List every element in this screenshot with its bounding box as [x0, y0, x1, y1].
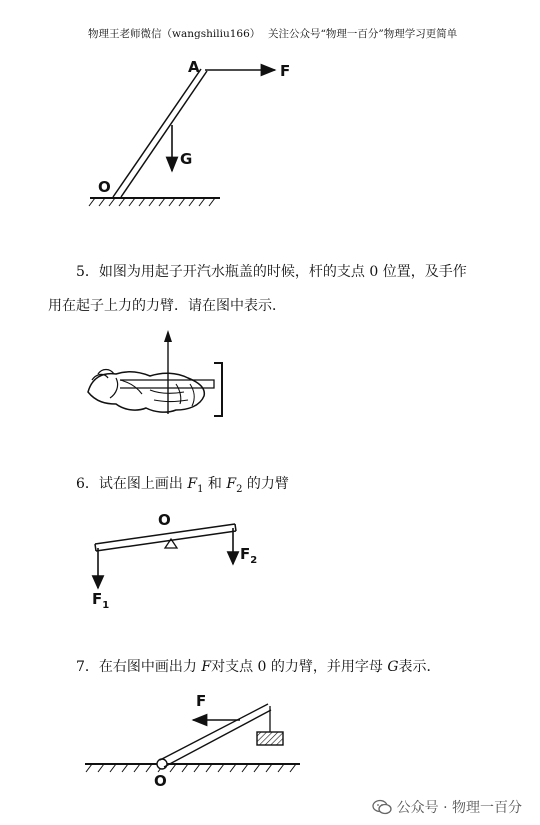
question-6: [76, 468, 289, 502]
question-6-f1-sub: 1: [197, 484, 204, 495]
question-6-suffix: 的力臂: [242, 476, 289, 492]
label-f1: $F_1$: [92, 590, 110, 611]
bottle-opener-figure: [80, 328, 230, 423]
question-6-f2-sub: 2: [236, 484, 243, 495]
question-6-f1: F: [187, 476, 198, 492]
wechat-icon: [372, 799, 392, 815]
label-o-incline: O: [154, 772, 167, 790]
question-7-g: G: [387, 659, 399, 675]
question-6-f2: F: [226, 476, 237, 492]
label-a: A: [188, 58, 200, 76]
inclined-lever-figure: [80, 692, 310, 792]
wechat-watermark: [372, 797, 522, 817]
question-7-f: F: [201, 659, 212, 675]
watermark-text: 公众号 · 物理一百分: [396, 800, 522, 816]
label-o: O: [98, 178, 111, 196]
label-f2: $F_2$: [240, 545, 258, 566]
label-g: G: [180, 150, 193, 168]
label-f-incline: F: [196, 692, 207, 710]
question-7-mid: 对支点 0 的力臂，并用字母: [211, 659, 388, 675]
question-7-suffix: 表示．: [398, 659, 441, 675]
header-left-text: 物理王老师微信（wangshiliu166）: [88, 28, 261, 40]
question-7: [76, 651, 441, 684]
question-6-prefix: 6．试在图上画出: [76, 476, 188, 492]
label-f: F: [280, 62, 291, 80]
question-7-prefix: 7．在右图中画出力: [76, 659, 202, 675]
question-6-mid: 和: [203, 476, 227, 492]
label-o-seesaw: O: [158, 511, 171, 529]
header-right-text: 关注公众号“物理一百分”物理学习更简单: [268, 28, 458, 40]
seesaw-lever-figure: [85, 508, 265, 598]
question-5-line-1: 5．如图为用起子开汽水瓶盖的时候，杆的支点 0 位置，及手作: [76, 264, 467, 280]
question-5-line-2: 用在起子上力的力臂．请在图中表示．: [48, 298, 286, 314]
